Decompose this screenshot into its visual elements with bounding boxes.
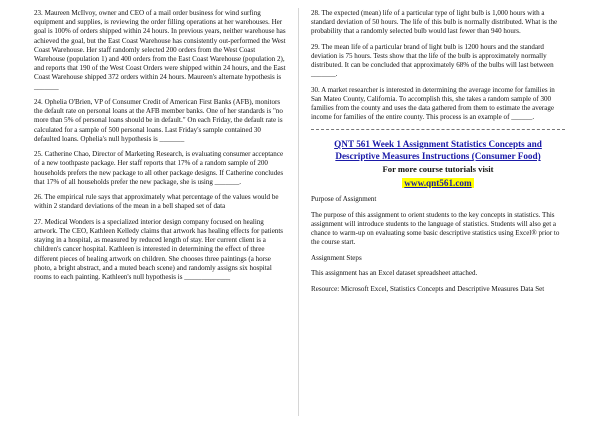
assignment-title-link[interactable]: QNT 561 Week 1 Assignment Statistics Concepts and Descriptive Measures Instructions (Consumer Food) bbox=[334, 138, 542, 162]
steps-text: This assignment has an Excel dataset spreadsheet attached. bbox=[311, 269, 478, 278]
question-25: 25. Catherine Chao, Director of Marketing Research, is evaluating consumer acceptance of a new toothpaste package. Her staff reports that 17% of a random sample of 200 households prefers the new package to all other package designs. If Catherine concludes that 17% of all households prefer the new package, she is using _______. bbox=[34, 150, 284, 186]
tutorials-heading: For more course tutorials visit bbox=[382, 163, 494, 174]
question-26: 26. The empirical rule says that approximately what percentage of the values would be within 2 standard deviations of the mean in a bell shaped set of data bbox=[34, 193, 279, 211]
site-link[interactable]: www.qnt561.com bbox=[404, 178, 472, 189]
site-row bbox=[311, 179, 565, 189]
left-column bbox=[34, 9, 286, 288]
column-divider bbox=[298, 8, 299, 416]
question-27: 27. Medical Wonders is a specialized interior design company focused on healing artwork. The CEO, Kathleen Kelledy claims that artwork has healing effects for patients staying in a hospital, as measured by reduced length of stay. Her current client is a children's cancer hospital. Kathleen is interested in determining the effect of three different pieces of healing artwork on children. She chooses three paintings (a horse photo, a bright abstract, and a muted beach scene) and randomly assigns six hospital rooms to each painting. Kathleen's null hypothesis is _____________ bbox=[34, 217, 284, 282]
question-29: 29. The mean life of a particular brand of light bulb is 1200 hours and the standard deviation is 75 hours. Tests show that the life of the bulb is approximately normally distributed. It can be concluded that approximately 68% of the bulbs will last between _______. bbox=[311, 42, 554, 79]
resource-text: Resource: Microsoft Excel, Statistics Concepts and Descriptive Measures Data Set bbox=[311, 284, 545, 293]
steps-heading: Assignment Steps bbox=[311, 253, 362, 262]
question-28: 28. The expected (mean) life of a particular type of light bulb is 1,000 hours with a standard deviation of 50 hours. The life of this bulb is normally distributed. What is the probability that a randomly selected bulb would last fewer than 940 hours. bbox=[311, 9, 558, 36]
dashed-separator bbox=[311, 129, 565, 130]
question-24: 24. Ophelia O'Brien, VP of Consumer Credit of American First Banks (AFB), monitors the default rate on personal loans at the AFB member banks. One of her standards is "no more than 5% of personal loans should be in default." On each Friday, the default rate is calculated for a sample of 500 personal loans. Last Friday's sample contained 30 defaulted loans. Ophelia's null hypothesis is _______ bbox=[34, 98, 283, 143]
purpose-heading: Purpose of Assignment bbox=[311, 195, 377, 204]
question-23: 23. Maureen McIlvoy, owner and CEO of a mail order business for wind surfing equipment and supplies, is reviewing the order filling operations at her warehouses. Her goal is 100% of orders shipped within 24 hours. In previous years, neither warehouse has achieved the goal, but the East Coast Warehouse has consistently out-performed the West Coast Warehouse. Her staff randomly selected 200 orders from the West Coast Warehouse (population 1) and 400 orders from the East Coast Warehouse (population 2), and reports that 190 of the West Coast Orders were shipped within 24 hours, and the East Coast Warehouse shipped 372 orders within 24 hours. Maureen's alternate hypothesis is _______ bbox=[34, 9, 286, 91]
right-column bbox=[311, 9, 565, 300]
question-30: 30. A market researcher is interested in determining the average income for families in San Mateo County, California. To accomplish this, she takes a random sample of 300 families from the county and uses the data gathered from them to estimate the average income for families of the entire county. This process is an example of ______. bbox=[311, 85, 555, 122]
purpose-text: The purpose of this assignment to orient students to the key concepts in statistics. This assignment will introduce students to the language of statistics. Students will also get a chance to warm-up on evaluating some basic descriptive statistics using Excel® prior to the course start. bbox=[311, 210, 560, 247]
